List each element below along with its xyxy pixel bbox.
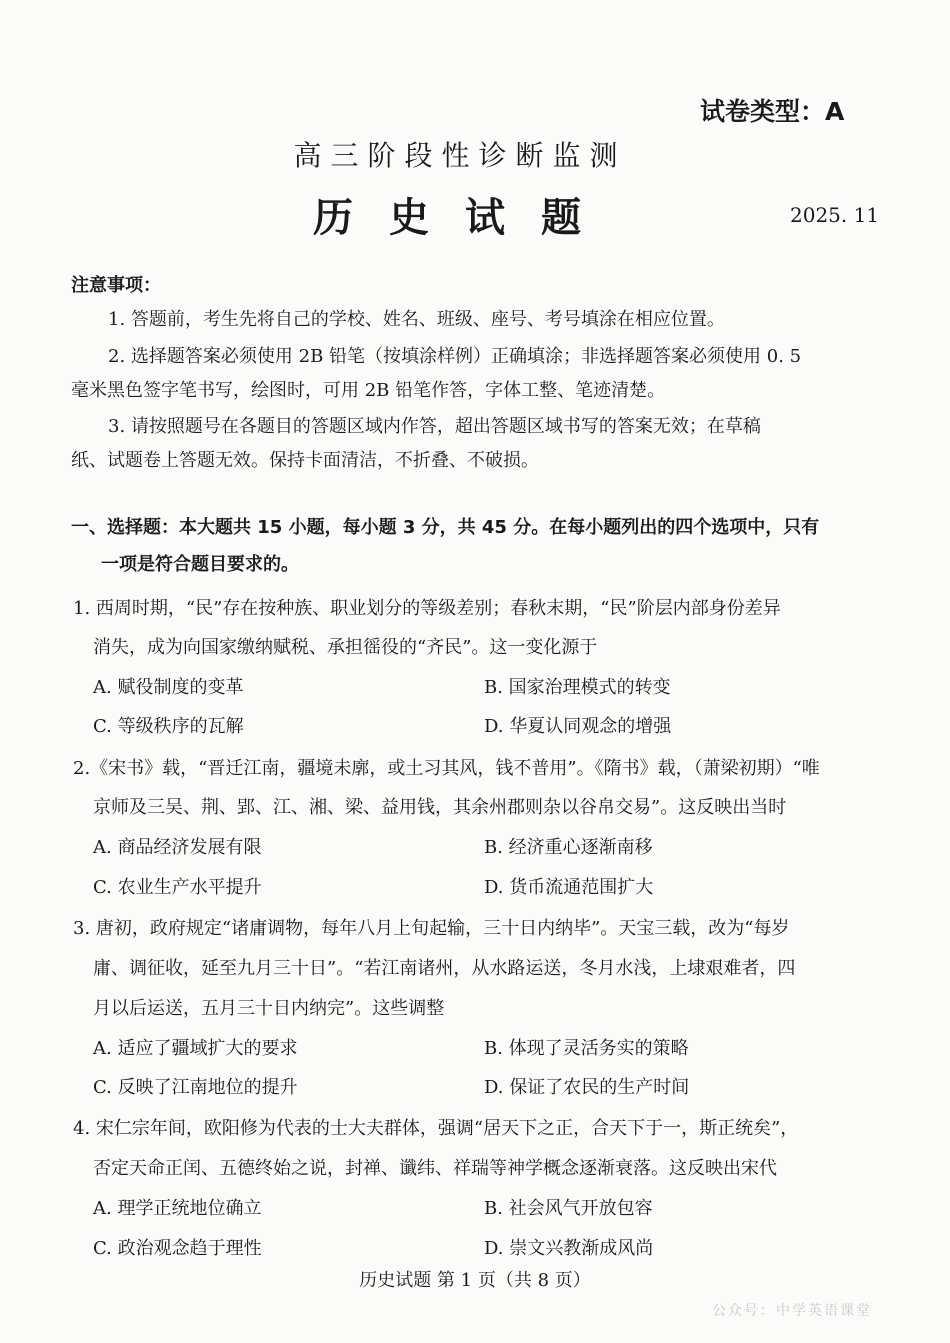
notice-line: 1. 答题前，考生先将自己的学校、姓名、班级、座号、考号填涂在相应位置。: [108, 309, 725, 330]
notice-line: 纸、试题卷上答题无效。保持卡面清洁，不折叠、不破损。: [71, 450, 539, 471]
question-4-stem: 4. 宋仁宗年间，欧阳修为代表的士大夫群体，强调“居天下之正，合天下于一，斯正统矣”，: [73, 1118, 799, 1139]
watermark: 公众号：中学英语课堂: [712, 1303, 872, 1319]
question-4-stem: 否定天命正闰、五德终始之说，封禅、谶纬、祥瑞等神学概念逐渐衰落。这反映出宋代: [93, 1158, 777, 1179]
question-3-stem: 庸、调征收，延至九月三十日”。“若江南诸州，从水路运送，冬月水浅，上埭艰难者，四: [93, 958, 796, 979]
exam-subtitle: 高三阶段性诊断监测: [293, 139, 627, 172]
question-1-stem: 1. 西周时期，“民”存在按种族、职业划分的等级差别；春秋末期，“民”阶层内部身份差异: [73, 598, 781, 619]
section-heading: 一、选择题：本大题共 15 小题，每小题 3 分，共 45 分。在每小题列出的四个选项中，只有: [71, 517, 820, 538]
question-1-option-b: B. 国家治理模式的转变: [484, 677, 671, 698]
question-3-option-b: B. 体现了灵活务实的策略: [484, 1038, 689, 1059]
question-1-option-c: C. 等级秩序的瓦解: [93, 716, 244, 737]
question-4-option-d: D. 崇文兴教渐成风尚: [484, 1238, 654, 1259]
question-4-option-a: A. 理学正统地位确立: [93, 1198, 262, 1219]
notice-line: 2. 选择题答案必须使用 2B 铅笔（按填涂样例）正确填涂；非选择题答案必须使用 0. 5: [108, 346, 802, 367]
exam-date: 2025. 11: [790, 203, 880, 227]
notice-line: 毫米黑色签字笔书写，绘图时，可用 2B 铅笔作答，字体工整、笔迹清楚。: [71, 380, 666, 401]
question-2-option-c: C. 农业生产水平提升: [93, 877, 262, 898]
question-1-stem: 消失，成为向国家缴纳赋税、承担徭役的“齐民”。这一变化源于: [93, 637, 598, 658]
question-3-stem: 3. 唐初，政府规定“诸庸调物，每年八月上旬起输，三十日内纳毕”。天宝三载，改为“每岁: [73, 918, 790, 939]
question-4-option-b: B. 社会风气开放包容: [484, 1198, 653, 1219]
question-3-option-c: C. 反映了江南地位的提升: [93, 1077, 298, 1098]
question-4-option-c: C. 政治观念趋于理性: [93, 1238, 262, 1259]
question-1-option-d: D. 华夏认同观念的增强: [484, 716, 672, 737]
section-heading-cont: 一项是符合题目要求的。: [101, 554, 299, 575]
question-3-stem: 月以后运送，五月三十日内纳完”。这些调整: [93, 998, 445, 1019]
question-1-option-a: A. 赋役制度的变革: [93, 677, 244, 698]
question-2-stem: 京师及三吴、荆、郢、江、湘、梁、益用钱，其余州郡则杂以谷帛交易”。这反映出当时: [93, 797, 787, 818]
question-2-option-b: B. 经济重心逐渐南移: [484, 837, 653, 858]
question-2-stem: 2.《宋书》载，“晋迁江南，疆境未廓，或土习其风，钱不普用”。《隋书》载，（萧梁初期）“唯: [73, 758, 820, 779]
paper-type-label: 试卷类型：A: [700, 97, 845, 126]
question-2-option-d: D. 货币流通范围扩大: [484, 877, 654, 898]
question-3-option-a: A. 适应了疆域扩大的要求: [93, 1038, 298, 1059]
notice-line: 3. 请按照题号在各题目的答题区域内作答，超出答题区域书写的答案无效；在草稿: [108, 416, 761, 437]
question-2-option-a: A. 商品经济发展有限: [93, 837, 262, 858]
notice-heading: 注意事项：: [71, 275, 161, 296]
page-footer: 历史试题 第 1 页（共 8 页）: [359, 1270, 591, 1291]
question-3-option-d: D. 保证了农民的生产时间: [484, 1077, 690, 1098]
exam-title: 历史试题: [313, 195, 617, 241]
